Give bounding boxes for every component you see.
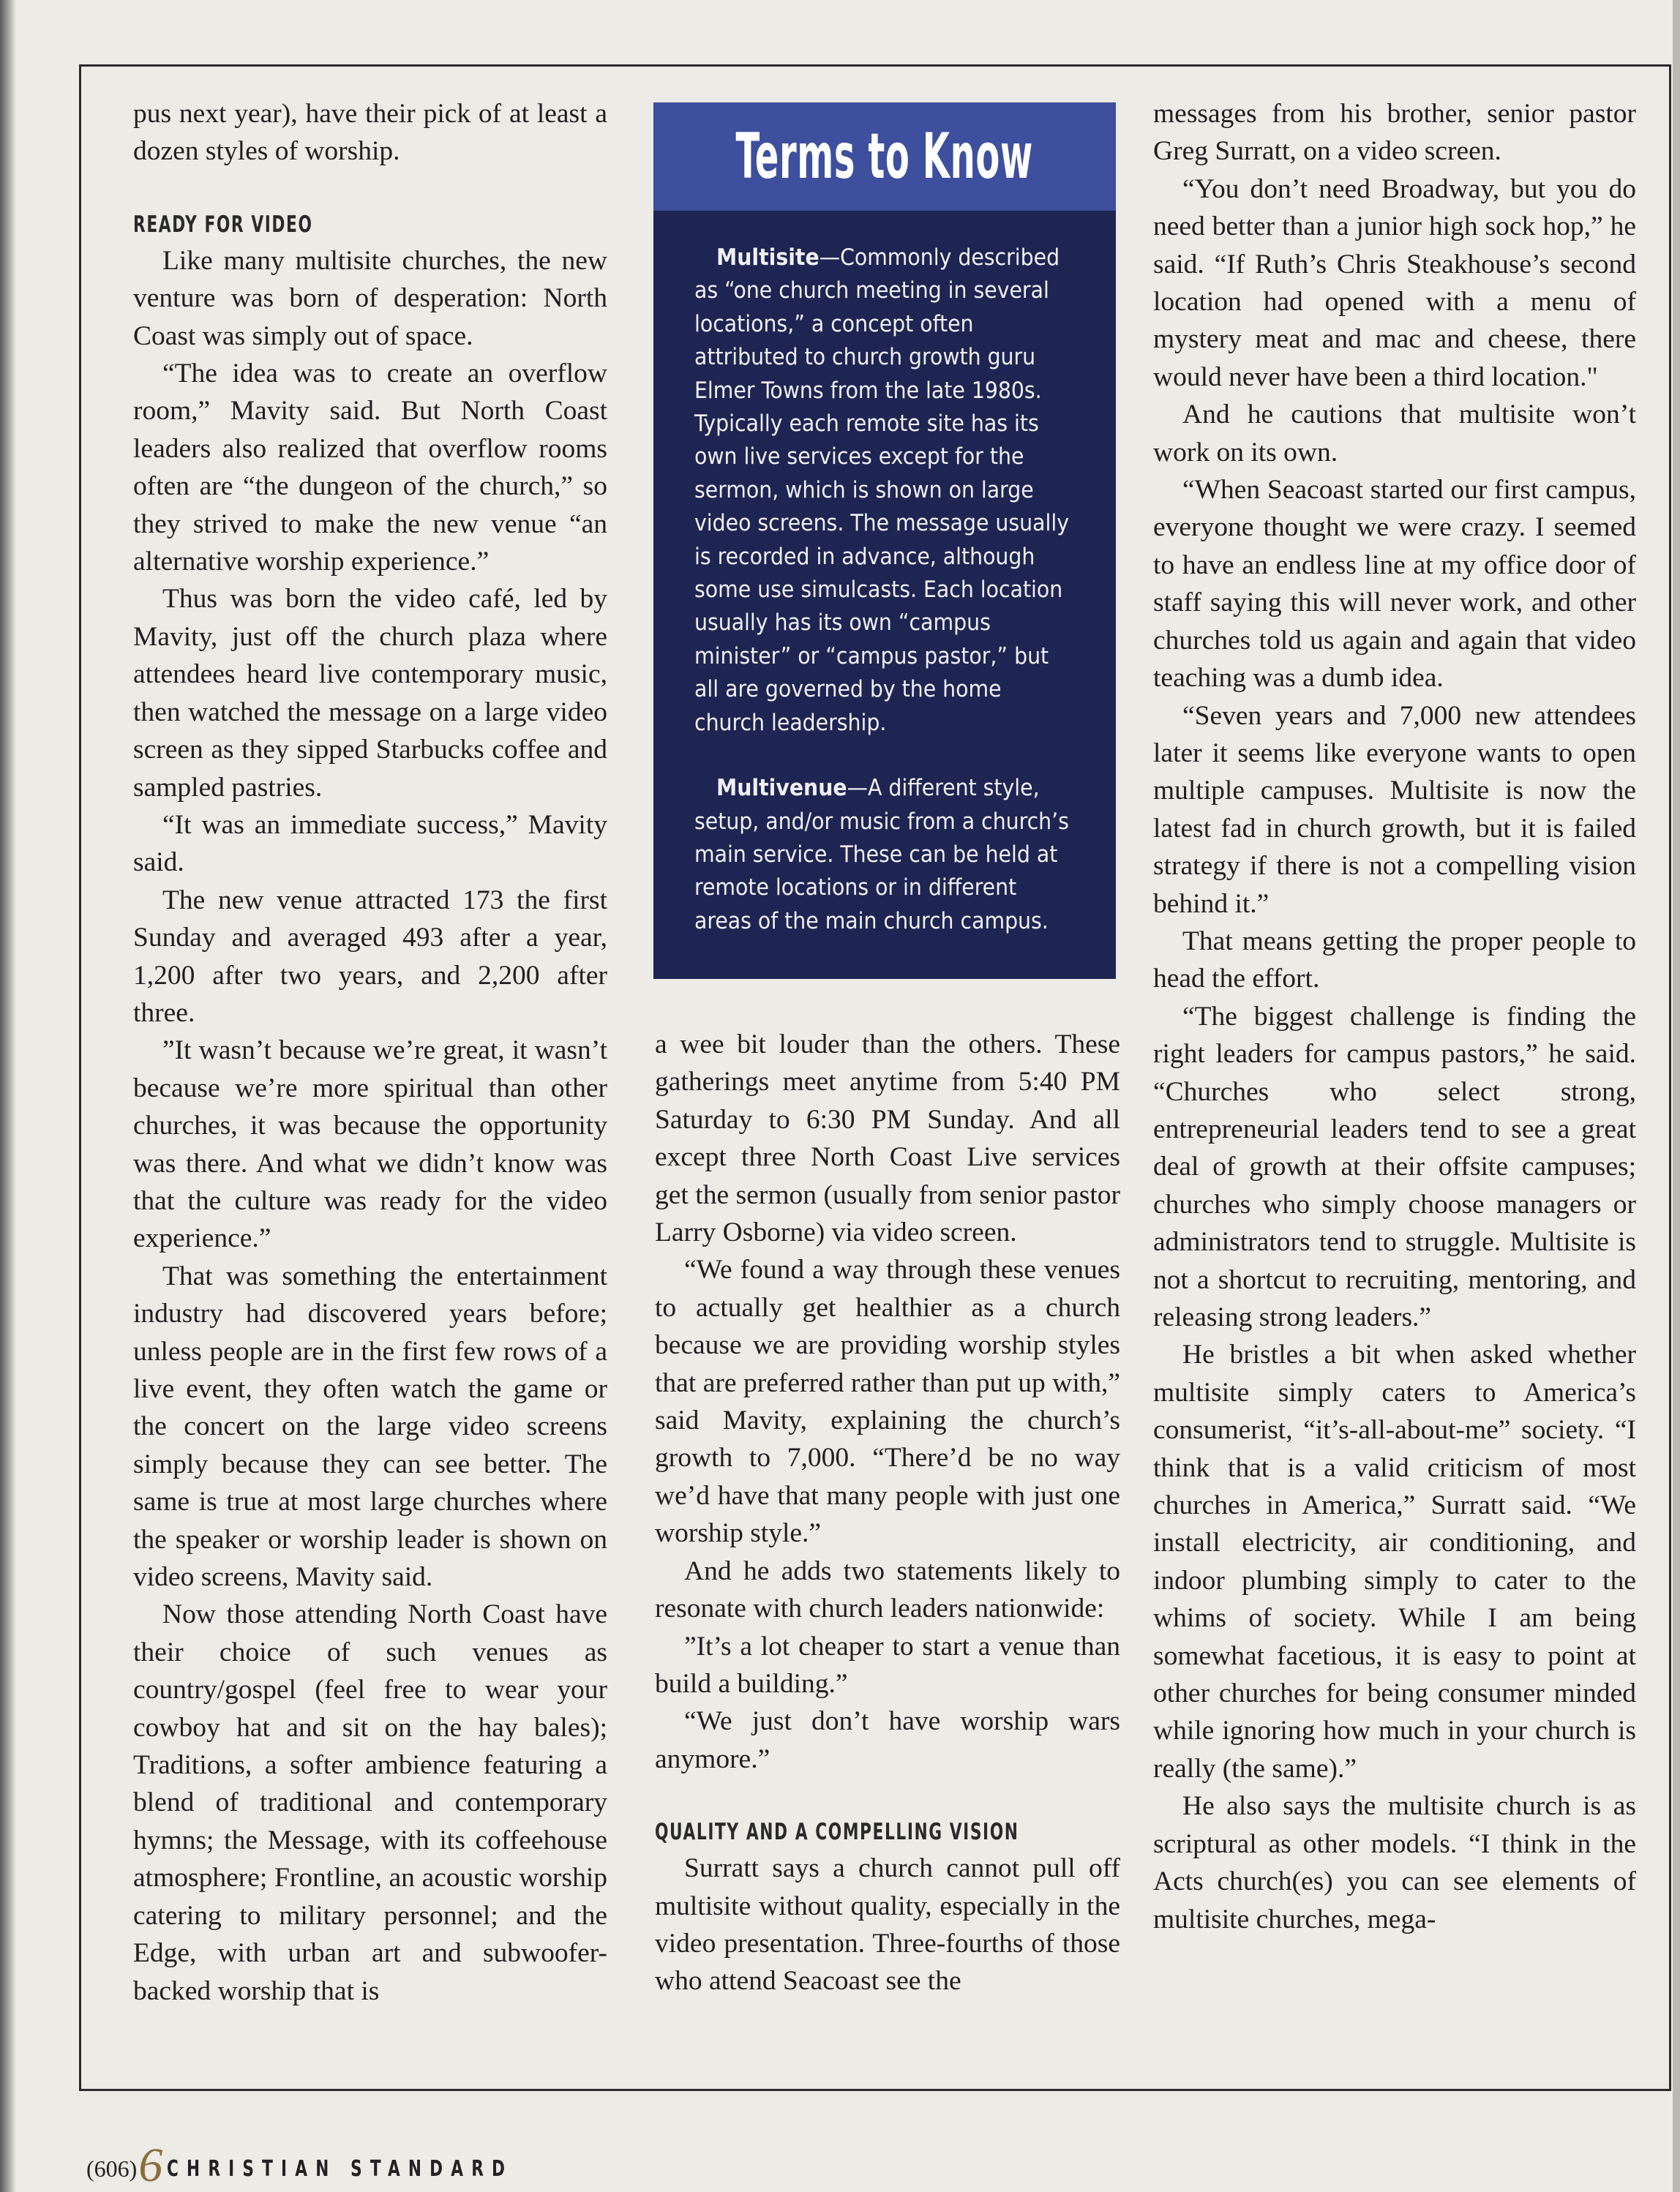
page-number: (606) xyxy=(86,2155,138,2182)
paragraph: “The biggest challenge is finding the right leaders for campus pastors,” he said. “Churches who select strong, entrepreneurial leaders tend to see a great deal of growth at their offsite campuses; churches who simply choose managers or administrators tend to struggle. Multisite is not a shortcut to recruiting, mentoring, and releasing strong leaders.” xyxy=(1153,1001,1636,1332)
paragraph: ”It’s a lot cheaper to start a venue than build a building.” xyxy=(655,1631,1120,1699)
paragraph: “We just don’t have worship wars anymore.” xyxy=(655,1706,1120,1774)
paragraph: He also says the multisite church is as scriptural as other models. “I think in the Acts church(es) you can see elements of multisite churches, mega- xyxy=(1153,1791,1636,1934)
paragraph: That was something the entertainment industry had discovered years before; unless people are in the first few rows of a live event, they often watch the game or the concert on the large video screens simply because they can see better. The same is true at most large churches where the speaker or worship leader is shown on video screens, Mavity said. xyxy=(133,1261,607,1593)
term-definition xyxy=(694,241,1076,740)
paragraph: “We found a way through these venues to actually get healthier as a church because we are providing worship styles that are preferred rather than put up with,” said Mavity, explaining the church’s growth to 7,000. “There’d be no way we’d have that many people with just one worship style.” xyxy=(655,1255,1120,1549)
term-label: Multivenue xyxy=(716,775,847,802)
paragraph: “The idea was to create an overflow room,” Mavity said. But North Coast leaders also realized that overflow rooms often are “the dungeon of the church,” so they strived to make the new venue “an alternative worship experience.” xyxy=(133,359,607,577)
paragraph: “It was an immediate success,” Mavity said. xyxy=(133,809,607,878)
sidebar-body xyxy=(653,211,1116,938)
sidebar-header xyxy=(653,102,1116,211)
paragraph: ”It wasn’t because we’re great, it wasn’t because we’re more spiritual than other churches, it was because the opportunity was there. And what we didn’t know was that the culture was ready for the video experience.” xyxy=(133,1035,607,1254)
paragraph: “You don’t need Broadway, but you do need better than a junior high sock hop,” he said. “If Ruth’s Chris Steakhouse’s second location had opened with a menu of mystery meat and mac and cheese, there would never have been a third location." xyxy=(1153,173,1636,392)
page-binding-shadow xyxy=(0,0,16,2192)
paragraph: “Seven years and 7,000 new attendees later it seems like everyone wants to open multiple campuses. Multisite is now the latest fad in church growth, but it is failed strategy if there is not a compelling vision behind it.” xyxy=(1153,700,1636,919)
paragraph: Surratt says a church cannot pull off multisite without quality, especially in the video presentation. Three-fourths of those who attend Seacoast see the xyxy=(655,1853,1120,1997)
paragraph: The new venue attracted 173 the first Sunday and averaged 493 after a year, 1,200 after two years, and 2,200 after three. xyxy=(133,885,607,1028)
column-2 xyxy=(655,1026,1120,2000)
term-definition xyxy=(694,772,1076,938)
column-3 xyxy=(1153,95,1636,1938)
section-heading: READY FOR VIDEO xyxy=(133,211,313,238)
term-text: —Commonly described as “one church meeting in several locations,” a concept often attributed to church growth guru Elmer Towns from the late 1980s. Typically each remote site has its own live services except for the sermon, which is shown on large video screens. The message usually is recorded in advance, although some use simulcasts. Each location usually has its own “campus minister” or “campus pastor,” but all are governed by the home church leadership. xyxy=(694,244,1069,736)
page-footer xyxy=(86,2139,600,2192)
paragraph: Now those attending North Coast have their choice of such venues as country/gospel (feel free to wear your cowboy hat and sit on the hay bales); Traditions, a softer ambience featuring a blend of traditional and contemporary hymns; the Message, with its coffeehouse atmosphere; Frontline, an acoustic worship catering to military personnel; and the Edge, with urban art and subwoofer-backed worship that is xyxy=(133,1599,607,2006)
sidebar-title: Terms to Know xyxy=(735,120,1034,193)
column-1 xyxy=(133,95,607,2010)
paragraph: And he adds two statements likely to resonate with church leaders nationwide: xyxy=(655,1555,1120,1624)
paragraph: He bristles a bit when asked whether multisite simply caters to America’s consumerist, “it’s-all-about-me” society. “I think that is a valid criticism of most churches in America,” Surratt said. “We install electricity, air conditioning, and indoor plumbing simply to cater to the whims of society. While I am being somewhat facetious, it is easy to point at other churches for being consumer minded while ignoring how much in your church is really (the same).” xyxy=(1153,1340,1636,1784)
term-text: —A different style, setup, and/or music from a church’s main service. These can be held at remote locations or in different areas of the main church campus. xyxy=(694,775,1069,934)
paragraph: Like many multisite churches, the new venture was born of desperation: North Coast was simply out of space. xyxy=(133,245,607,351)
paragraph: “When Seacoast started our first campus, everyone thought we were crazy. I seemed to have an endless line at my office door of staff saying this will never work, and other churches told us again and again that video teaching was a dumb idea. xyxy=(1153,475,1636,694)
paragraph: And he cautions that multisite won’t work on its own. xyxy=(1153,399,1636,468)
section-heading: QUALITY AND A COMPELLING VISION xyxy=(655,1819,1019,1846)
paragraph: messages from his brother, senior pastor Greg Surratt, on a video screen. xyxy=(1153,99,1636,167)
page-edge xyxy=(1673,0,1680,2192)
paragraph: pus next year), have their pick of at least a dozen styles of worship. xyxy=(133,99,607,167)
terms-sidebar xyxy=(653,102,1116,979)
paragraph: a wee bit louder than the others. These gatherings meet anytime from 5:40 PM Saturday to 6:30 PM Sunday. And all except three North Coast Live services get the sermon (usually from senior pastor Larry Osborne) via video screen. xyxy=(655,1029,1120,1248)
paragraph: Thus was born the video café, led by Mavity, just off the church plaza where attendees heard live contemporary music, then watched the message on a large video screen as they sipped Starbucks coffee and sampled pastries. xyxy=(133,584,607,803)
paragraph: That means getting the proper people to head the effort. xyxy=(1153,926,1636,994)
term-label: Multisite xyxy=(716,244,820,271)
magazine-name: CHRISTIAN STANDARD xyxy=(167,2155,514,2182)
magazine-logo-mark: 6 xyxy=(138,2139,163,2192)
